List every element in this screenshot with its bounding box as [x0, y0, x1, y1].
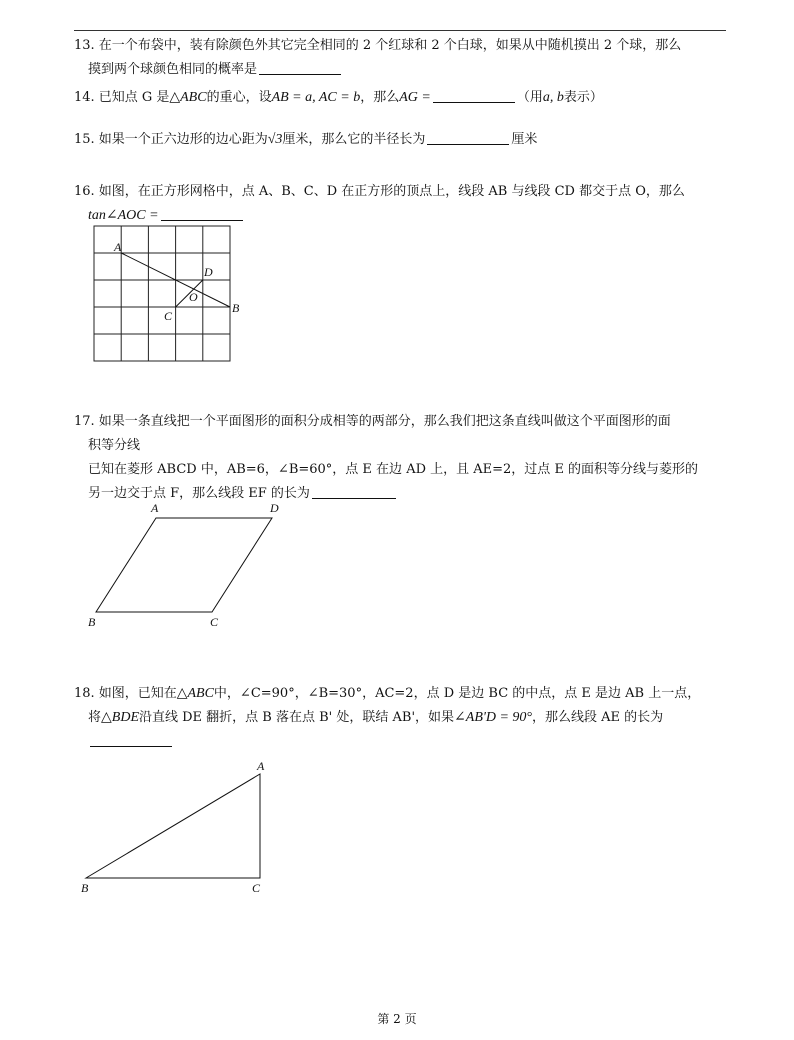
question-15: [74, 128, 734, 152]
q16-number: 16.: [74, 184, 95, 199]
q15-expr: √3: [267, 132, 283, 147]
q14-expr1: AB = a, AC = b: [271, 90, 361, 105]
q14-text-d: （用: [516, 90, 543, 105]
q15-answer-blank[interactable]: [427, 130, 509, 145]
label-o: O: [189, 290, 198, 304]
q17-number: 17.: [74, 414, 95, 429]
q18-line2-a: 将: [88, 710, 102, 725]
label-a: A: [114, 240, 122, 254]
question-17: [74, 410, 734, 506]
q13-line1: 在一个布袋中，装有除颜色外其它完全相同的 2 个红球和 2 个白球，如果从中随机摸出 2 个球，那么: [98, 38, 682, 53]
label-b: B: [232, 301, 240, 315]
q18-line1-b: 中，∠C=90°，∠B=30°，AC=2，点 D 是边 BC 的中点，点 E 是边 AB 上一点，: [213, 686, 701, 701]
q18-line2-c: ，那么线段 AE 的长为: [532, 710, 664, 725]
q15-text-a: 如果一个正六边形的边心距为: [98, 132, 268, 147]
q18-expr: ∠AB'D = 90°: [454, 710, 533, 725]
q14-text-b: 的重心，设: [206, 90, 272, 105]
label-c: C: [252, 881, 261, 895]
q17-answer-blank[interactable]: [312, 484, 396, 499]
question-14: [74, 86, 734, 110]
label-c: C: [164, 309, 173, 323]
q14-number: 14.: [74, 90, 95, 105]
q13-answer-blank[interactable]: [259, 60, 341, 75]
q18-triangle2: △BDE: [101, 710, 139, 725]
question-16: [74, 180, 734, 228]
q17-rhombus-figure: [80, 500, 290, 635]
q18-triangle: △ABC: [176, 686, 214, 701]
q14-expr2: AG =: [399, 90, 431, 105]
top-rule: [74, 30, 726, 31]
rhombus-abcd: [96, 518, 272, 612]
q18-line1-a: 如图，已知在: [98, 686, 177, 701]
label-a: A: [257, 759, 265, 773]
q15-number: 15.: [74, 132, 95, 147]
q17-line4: 另一边交于点 F，那么线段 EF 的长为: [88, 486, 310, 501]
q18-number: 18.: [74, 686, 95, 701]
q17-line3: 已知在菱形 ABCD 中，AB=6，∠B=60°，点 E 在边 AD 上，且 AE=2，过点 E 的面积等分线与菱形的: [88, 462, 699, 477]
q13-line2: 摸到两个球颜色相同的概率是: [88, 62, 258, 77]
label-d: D: [204, 265, 213, 279]
page-footer: 第 2 页: [377, 1012, 417, 1026]
q14-text-e: 表示）: [563, 90, 603, 105]
question-13: [74, 34, 734, 82]
q17-line2: 积等分线: [88, 438, 141, 453]
label-b: B: [81, 881, 89, 895]
label-d: D: [270, 501, 279, 515]
q15-text-b: 厘米，那么它的半径长为: [282, 132, 426, 147]
q14-text-a: 已知点 G 是: [98, 90, 170, 105]
q13-number: 13.: [74, 38, 95, 53]
label-a: A: [151, 501, 159, 515]
q16-line1: 如图，在正方形网格中，点 A、B、C、D 在正方形的顶点上，线段 AB 与线段 CD 都交于点 O，那么: [98, 184, 685, 199]
q18-line2-b: 沿直线 DE 翻折，点 B 落在点 B' 处，联结 AB'，如果: [139, 710, 455, 725]
q17-line1: 如果一条直线把一个平面图形的面积分成相等的两部分，那么我们把这条直线叫做这个平面图形的面: [98, 414, 671, 429]
q15-text-c: 厘米: [511, 132, 538, 147]
q14-text-c: ，那么: [360, 90, 400, 105]
q14-answer-blank[interactable]: [433, 88, 515, 103]
q16-expr: tan∠AOC =: [88, 208, 159, 223]
q14-triangle: △ABC: [169, 90, 207, 105]
q16-grid-figure: [90, 222, 250, 364]
label-b: B: [88, 615, 96, 629]
q16-answer-blank[interactable]: [161, 206, 243, 221]
question-18: [74, 682, 734, 754]
triangle-abc: [86, 774, 260, 878]
q18-triangle-figure: [76, 756, 276, 896]
label-c: C: [210, 615, 219, 629]
q14-expr3: a, b: [542, 90, 564, 105]
q18-answer-blank[interactable]: [90, 732, 172, 747]
